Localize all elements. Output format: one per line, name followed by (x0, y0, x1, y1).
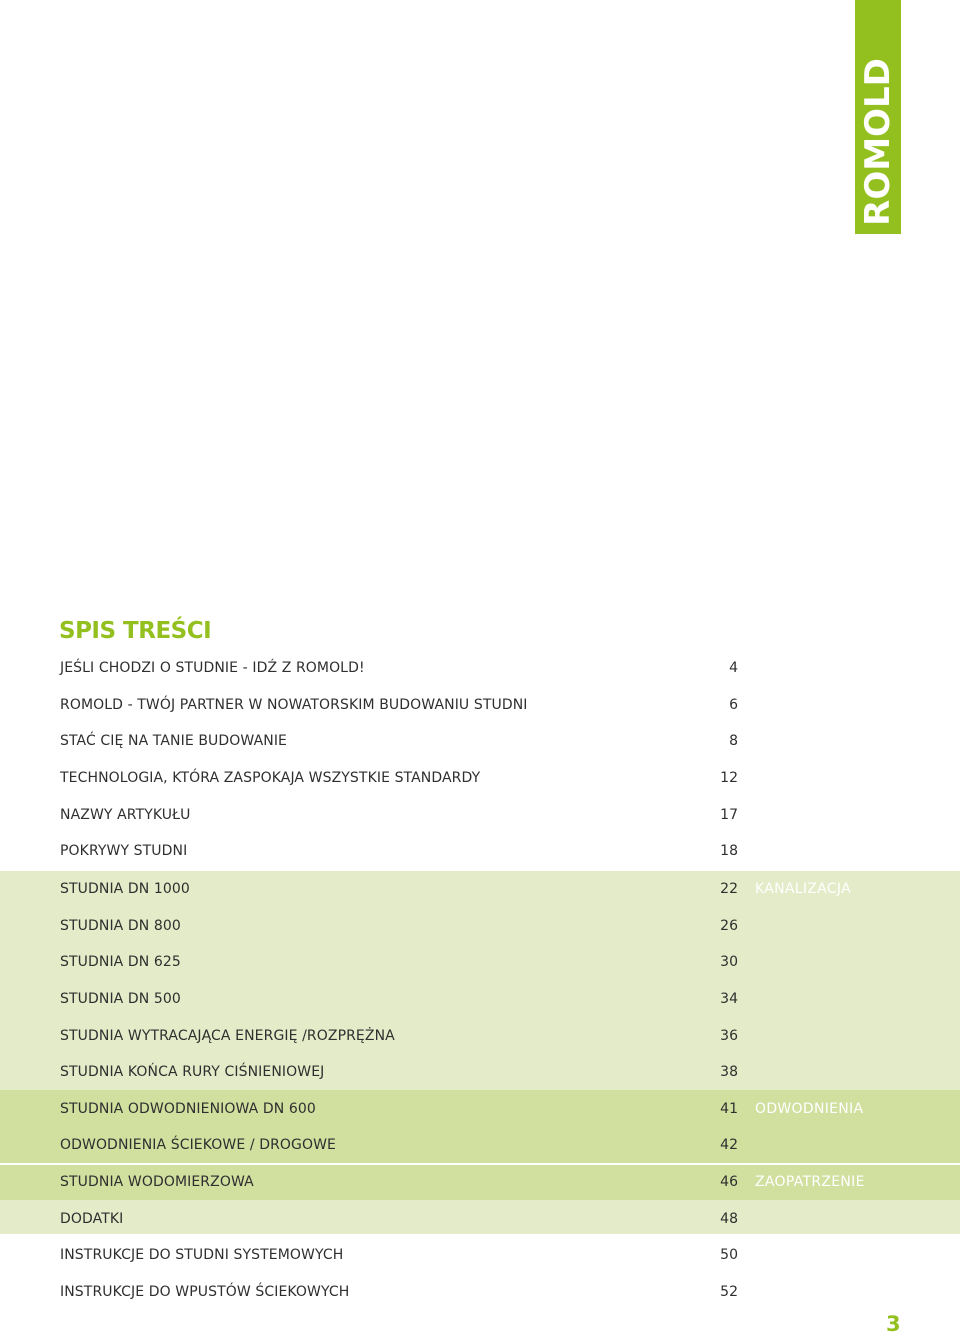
toc-entry-label: POKRYWY STUDNI (60, 843, 188, 860)
toc-entry-label: INSTRUKCJE DO WPUSTÓW ŚCIEKOWYCH (60, 1284, 350, 1301)
toc-title: SPIS TREŚCI (59, 618, 212, 644)
toc-entry-label: STUDNIA ODWODNIENIOWA DN 600 (60, 1100, 316, 1117)
toc-entry[interactable] (0, 1127, 960, 1164)
toc-entry-page: 42 (720, 1137, 738, 1154)
toc-entry-label: INSTRUKCJE DO STUDNI SYSTEMOWYCH (60, 1247, 344, 1264)
toc-entry-page: 34 (720, 991, 738, 1008)
toc-entry-page: 41 (720, 1100, 738, 1117)
toc-entry[interactable] (0, 1237, 960, 1274)
toc-entry-page: 38 (720, 1064, 738, 1081)
toc-entry-page: 50 (720, 1247, 738, 1264)
toc-entry-label: STUDNIA WYTRACAJĄCA ENERGIĘ /ROZPRĘŻNA (60, 1027, 395, 1044)
toc-entry[interactable] (0, 1017, 960, 1054)
brand-logo-tab (855, 0, 901, 234)
page-number: 3 (886, 1312, 901, 1336)
toc-entry-page: 22 (720, 881, 738, 898)
toc-entry-label: TECHNOLOGIA, KTÓRA ZASPOKAJA WSZYSTKIE STANDARDY (60, 770, 481, 787)
toc-entry-label: STUDNIA DN 500 (60, 991, 181, 1008)
toc-entry[interactable] (0, 1274, 960, 1311)
toc-entry-label: NAZWY ARTYKUŁU (60, 806, 191, 823)
toc-entry-label: JEŚLI CHODZI O STUDNIE - IDŹ Z ROMOLD! (60, 660, 365, 677)
toc-entry[interactable] (0, 796, 960, 833)
toc-entry-page: 4 (729, 660, 738, 677)
toc-entry[interactable] (0, 833, 960, 870)
section-label-odwodnienia: ODWODNIENIA (755, 1101, 864, 1117)
toc-entry-label: ODWODNIENIA ŚCIEKOWE / DROGOWE (60, 1137, 336, 1154)
toc-entry-page: 30 (720, 954, 738, 971)
toc-entry-label: STUDNIA DN 625 (60, 954, 181, 971)
toc-entry-page: 18 (720, 843, 738, 860)
toc-entry[interactable] (0, 944, 960, 981)
toc-entry-page: 26 (720, 917, 738, 934)
toc-entry-page: 36 (720, 1027, 738, 1044)
toc-entry[interactable] (0, 1201, 960, 1238)
toc-entry[interactable] (0, 760, 960, 797)
toc-entry[interactable] (0, 908, 960, 945)
toc-entry-page: 6 (729, 696, 738, 713)
toc-entry[interactable] (0, 723, 960, 760)
toc-entry-label: DODATKI (60, 1210, 124, 1227)
toc-entry-label: STUDNIA DN 800 (60, 917, 181, 934)
toc-entry-page: 46 (720, 1174, 738, 1191)
toc-entry-label: STAĆ CIĘ NA TANIE BUDOWANIE (60, 733, 288, 750)
toc-entry-label: STUDNIA WODOMIERZOWA (60, 1174, 254, 1191)
toc-entry[interactable] (0, 687, 960, 724)
section-label-zaopatrzenie: ZAOPATRZENIE (755, 1174, 865, 1190)
toc-entry-label: STUDNIA DN 1000 (60, 881, 190, 898)
toc-entry-page: 12 (720, 770, 738, 787)
toc-entry[interactable] (0, 981, 960, 1018)
toc-entry[interactable] (0, 1054, 960, 1091)
toc-entry-label: STUDNIA KOŃCA RURY CIŚNIENIOWEJ (60, 1064, 325, 1081)
toc-entry-page: 8 (729, 733, 738, 750)
section-label-kanalizacja: KANALIZACJA (755, 881, 851, 897)
toc-entry[interactable] (0, 650, 960, 687)
toc-entry-page: 17 (720, 806, 738, 823)
toc-entry-label: ROMOLD - TWÓJ PARTNER W NOWATORSKIM BUDOWANIU STUDNI (60, 696, 528, 713)
toc-entry-page: 52 (720, 1284, 738, 1301)
brand-logo: ROMOLD (858, 58, 898, 226)
toc-entry-page: 48 (720, 1210, 738, 1227)
